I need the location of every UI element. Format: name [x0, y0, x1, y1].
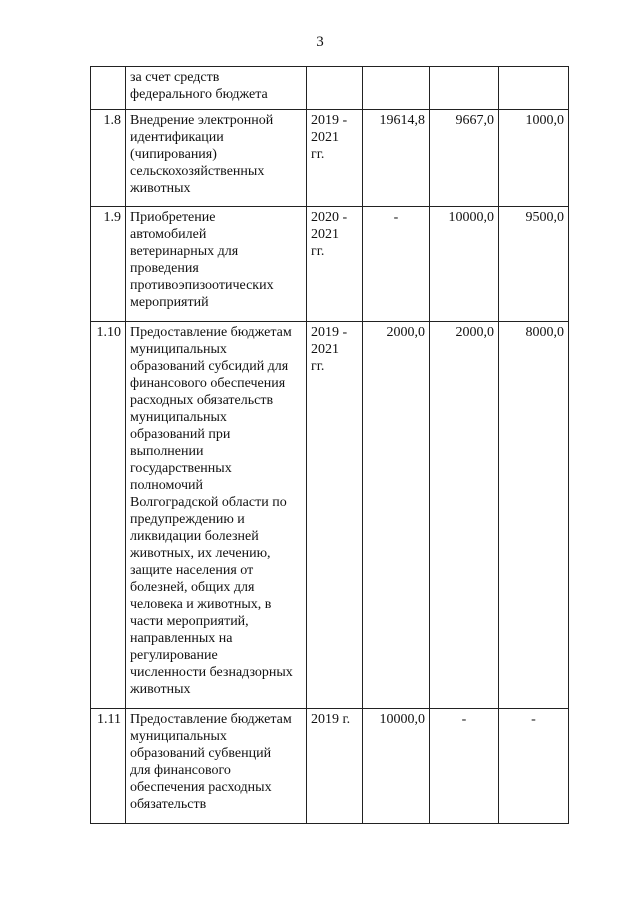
measure-name: Предоставление бюджетам муниципальных образований субсидий для финансового обеспечения расходных обязательств муниципальных образований при выполнении государственных полномочий Волгоградской области по предупреждению и ликвидации болезней животных, их лечению, защите населения от болезней, общих для человека и животных, в части мероприятий, направленных на регулирование численности безнадзорных животных — [126, 322, 307, 709]
row-number — [91, 67, 126, 110]
row-number: 1.9 — [91, 207, 126, 322]
row-number: 1.11 — [91, 709, 126, 824]
value-2021: 1000,0 — [499, 110, 569, 207]
value-2021 — [499, 67, 569, 110]
period-cell: 2019 - 2021 гг. — [307, 322, 363, 709]
value-2019: 10000,0 — [363, 709, 430, 824]
period-cell — [307, 67, 363, 110]
table-row — [91, 709, 569, 824]
budget-table — [90, 66, 569, 824]
value-2019 — [363, 67, 430, 110]
page-number: 3 — [316, 34, 324, 50]
measure-name: за счет средств федерального бюджета — [126, 67, 307, 110]
measure-name: Предоставление бюджетам муниципальных образований субвенций для финансового обеспечения расходных обязательств — [126, 709, 307, 824]
period-cell: 2019 - 2021 гг. — [307, 110, 363, 207]
table-row — [91, 207, 569, 322]
value-2020: - — [430, 709, 499, 824]
period-cell: 2019 г. — [307, 709, 363, 824]
value-2019: 19614,8 — [363, 110, 430, 207]
value-2019: 2000,0 — [363, 322, 430, 709]
row-number: 1.10 — [91, 322, 126, 709]
value-2020: 10000,0 — [430, 207, 499, 322]
value-2020: 2000,0 — [430, 322, 499, 709]
value-2021: - — [499, 709, 569, 824]
value-2020: 9667,0 — [430, 110, 499, 207]
value-2020 — [430, 67, 499, 110]
table-row — [91, 110, 569, 207]
row-number: 1.8 — [91, 110, 126, 207]
table-row — [91, 67, 569, 110]
measure-name: Внедрение электронной идентификации (чипирования) сельскохозяйственных животных — [126, 110, 307, 207]
value-2021: 8000,0 — [499, 322, 569, 709]
table-row — [91, 322, 569, 709]
measure-name: Приобретение автомобилей ветеринарных для проведения противоэпизоотических мероприятий — [126, 207, 307, 322]
value-2019: - — [363, 207, 430, 322]
period-cell: 2020 - 2021 гг. — [307, 207, 363, 322]
value-2021: 9500,0 — [499, 207, 569, 322]
